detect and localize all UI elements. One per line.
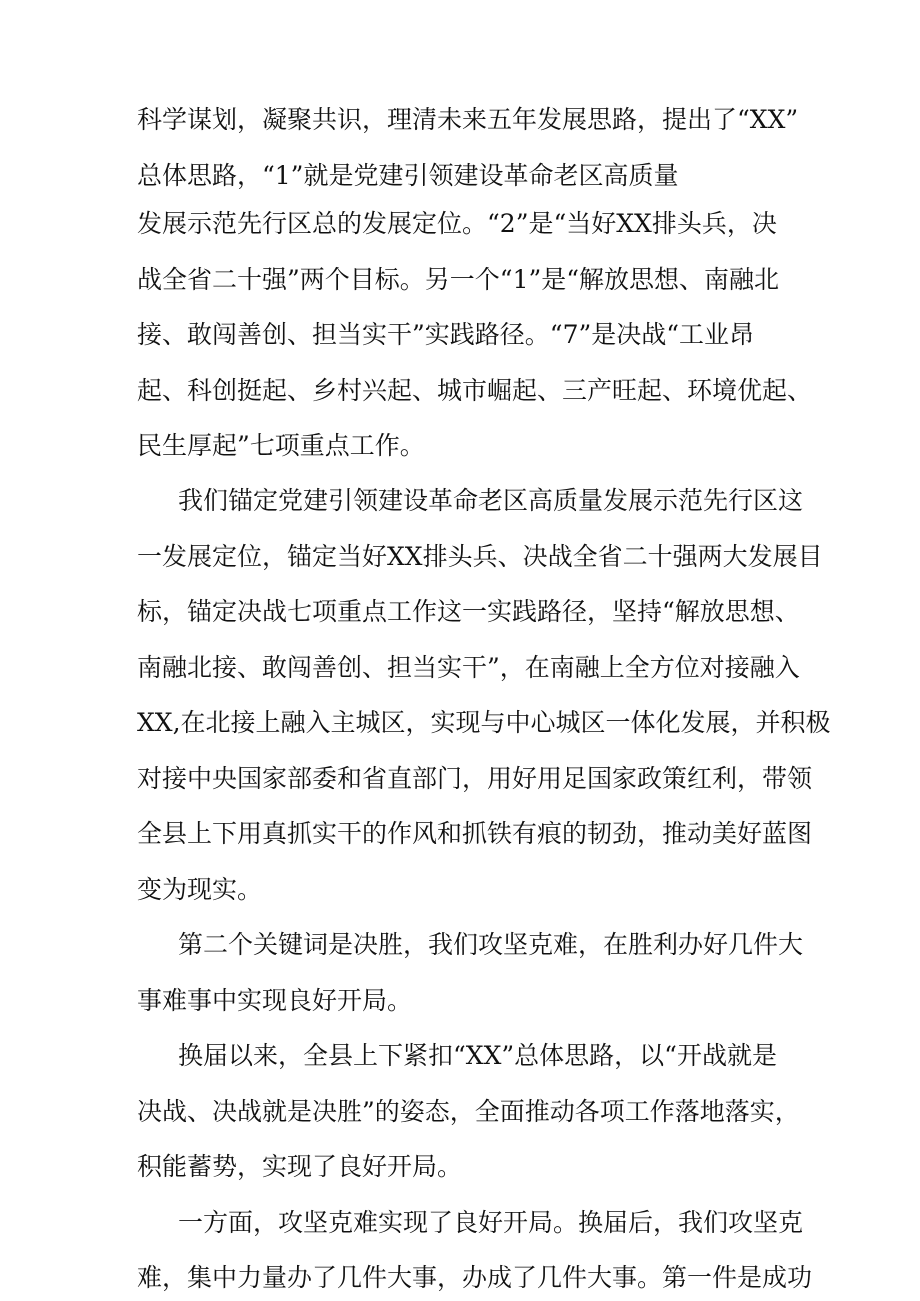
text-line: XX,在北接上融入主城区，实现与中心城区一体化发展，并积极 [137, 708, 831, 737]
text-line: 南融北接、敢闯善创、担当实干”，在南融上全方位对接融入 [137, 653, 800, 682]
text-line: 战全省二十强”两个目标。另一个“1”是“解放思想、南融北 [137, 265, 780, 294]
text-line: 一发展定位，锚定当好XX排头兵、决战全省二十强两大发展目 [137, 542, 823, 571]
text-line: 起、科创挺起、乡村兴起、城市崛起、三产旺起、环境优起、 [137, 376, 813, 405]
text-line: 接、敢闯善创、担当实干”实践路径。“7”是决战“工业昂 [137, 320, 755, 349]
text-line: 积能蓄势，实现了良好开局。 [137, 1152, 463, 1181]
text-line: 难，集中力量办了几件大事，办成了几件大事。第一件是成功 [137, 1263, 813, 1292]
paragraph-first-line: 第二个关键词是决胜，我们攻坚克难，在胜利办好几件大 [178, 930, 804, 959]
text-line: 全县上下用真抓实干的作风和抓铁有痕的韧劲，推动美好蓝图 [137, 819, 813, 848]
text-line: 发展示范先行区总的发展定位。“2”是“当好XX排头兵，决 [137, 209, 777, 238]
text-line: 决战、决战就是决胜”的姿态，全面推动各项工作落地落实， [137, 1097, 800, 1126]
text-line: 民生厚起”七项重点工作。 [137, 431, 425, 460]
text-line: 科学谋划，凝聚共识，理清未来五年发展思路，提出了“XX” [137, 105, 799, 134]
paragraph-first-line: 换届以来，全县上下紧扣“XX”总体思路，以“开战就是 [178, 1041, 777, 1070]
paragraph-first-line: 我们锚定党建引领建设革命老区高质量发展示范先行区这 [178, 486, 804, 515]
text-line: 对接中央国家部委和省直部门，用好用足国家政策红利，带领 [137, 764, 813, 793]
text-line: 事难事中实现良好开局。 [137, 986, 413, 1015]
paragraph-first-line: 一方面，攻坚克难实现了良好开局。换届后，我们攻坚克 [178, 1208, 804, 1237]
text-line: 变为现实。 [137, 875, 263, 904]
text-line: 总体思路，“1”就是党建引领建设革命老区高质量 [137, 161, 679, 190]
text-line: 标，锚定决战七项重点工作这一实践路径，坚持“解放思想、 [137, 597, 800, 626]
